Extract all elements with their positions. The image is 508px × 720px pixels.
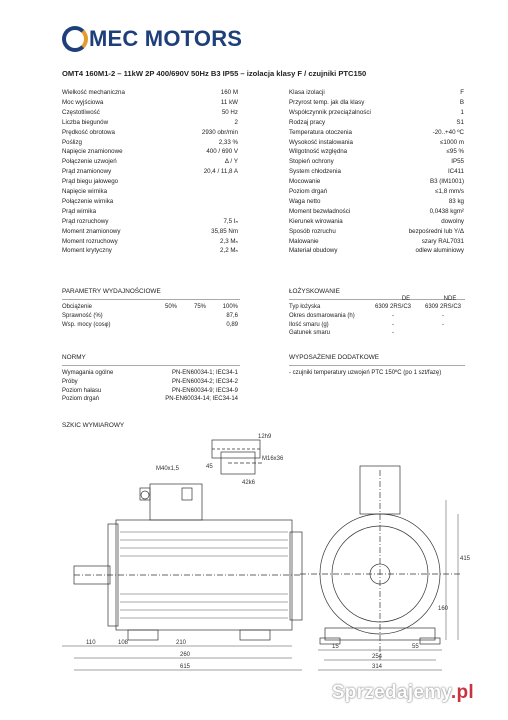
drawing-heading: SZKIC WYMIAROWY [62, 422, 125, 429]
param-value: 0,0438 kgm² [429, 207, 464, 215]
param-label: Połączenie wirnika [62, 197, 114, 205]
dim-m16: M16x36 [262, 456, 284, 462]
param-label: Malowanie [289, 237, 319, 245]
efficiency-label: Wsp. mocy (cosφ) [62, 321, 111, 328]
dim-314: 314 [372, 664, 383, 670]
param-value: Δ / Y [224, 158, 238, 166]
param-value: 2930 obr/min [201, 128, 238, 136]
param-label: Poślizg [62, 138, 82, 146]
param-value: 35,85 Nm [211, 227, 238, 235]
param-label: Klasa izolacji [289, 89, 325, 96]
param-value: dowolny [441, 217, 464, 225]
norm-value: PN-EN60034-2; IEC34-2 [171, 378, 238, 385]
dim-42k6: 42k6 [242, 480, 256, 486]
param-label: Moment krytyczny [62, 247, 112, 255]
efficiency-label: Sprawność (%) [62, 312, 103, 319]
param-value: bezpośredni lub Y/Δ [408, 227, 464, 235]
param-label: System chłodzenia [289, 168, 341, 176]
brand-name: MEC MOTORS [89, 26, 243, 51]
extras-item: - czujniki temperatury uzwojeń PTC 150ºC (po 1 szt/fazę) [289, 370, 442, 376]
dim-254: 254 [372, 654, 383, 660]
norm-label: Próby [62, 378, 78, 385]
param-label: Kierunek wirowania [289, 217, 343, 225]
param-value: odlew aluminiowy [415, 247, 464, 255]
param-label: Mocowanie [289, 178, 321, 186]
param-value: 160 M [220, 89, 238, 96]
param-label: Rodzaj pracy [289, 118, 326, 126]
param-label: Materiał obudowy [289, 247, 338, 255]
bearing-nde: - [442, 321, 444, 328]
param-value: 50 Hz [221, 108, 238, 116]
param-value: B3 (IM1001) [429, 178, 464, 186]
efficiency-heading: PARAMETRY WYDAJNOŚCIOWE [62, 288, 161, 295]
dim-260: 260 [180, 652, 191, 658]
param-label: Prąd biegu jałowego [62, 178, 119, 186]
watermark [332, 682, 474, 704]
param-label: Przyrost temp. jak dla klasy [289, 98, 365, 106]
param-label: Moment bezwładności [289, 207, 351, 215]
param-label: Stopień ochrony [289, 158, 334, 166]
param-label: Prąd wirnika [62, 207, 97, 215]
param-label: Moment rozruchowy [62, 237, 118, 245]
param-label: Wysokość instalowania [289, 138, 353, 146]
dim-160: 160 [438, 606, 449, 612]
param-label: Częstotliwość [62, 108, 100, 116]
norms-heading: NORMY [62, 354, 86, 361]
norm-value: PN-EN60034-1; IEC34-1 [171, 370, 238, 376]
efficiency-100: 0,89 [226, 321, 238, 328]
param-label: Sposób rozruchu [289, 227, 336, 235]
param-value: -20..+40 ºC [432, 128, 464, 136]
bearing-label: Ilość smaru (g) [289, 321, 329, 328]
efficiency-50: 50% [164, 304, 177, 310]
param-value: 2 [234, 118, 238, 126]
param-value: szary RAL7031 [421, 237, 464, 245]
terminal-box [150, 484, 202, 520]
param-value: ≤1000 m [439, 138, 464, 146]
param-label: Napięcie wirnika [62, 188, 108, 195]
efficiency-75: 75% [193, 304, 206, 310]
bearing-label: Typ łożyska [289, 304, 321, 310]
dim-m40: M40x1,5 [156, 466, 180, 472]
param-value: 7,5 Iₙ [223, 217, 238, 225]
param-label: Temperatura otoczenia [289, 128, 352, 136]
bearing-de: - [392, 321, 394, 328]
dim-415: 415 [460, 556, 471, 562]
watermark-suffix: .pl [450, 682, 474, 703]
param-label: Współczynnik przeciążalności [289, 108, 371, 116]
bearing-de: - [392, 330, 394, 337]
bearings-col-de: DE [401, 296, 411, 302]
dim-12h9: 12h9 [258, 434, 272, 440]
dim-110: 110 [86, 640, 96, 646]
param-value: 2,3 Mₙ [220, 237, 238, 245]
efficiency-100: 100% [222, 304, 238, 310]
param-value: IP55 [451, 158, 464, 166]
norm-value: PN-EN60034-14; IEC34-14 [165, 396, 238, 403]
param-label: Prąd rozruchowy [62, 217, 109, 225]
bearing-nde: 6309 2RS/C3 [424, 304, 462, 310]
norm-label: Wymagania ogólne [62, 370, 114, 376]
param-value: ≤1,8 mm/s [435, 188, 464, 195]
param-label: Wilgotność względna [289, 148, 348, 156]
dim-15: 15 [332, 644, 339, 650]
param-value: 20,4 / 11,8 A [203, 168, 238, 176]
bearing-de: - [392, 312, 394, 319]
bearings-col-nde: NDE [443, 296, 457, 302]
param-label: Prąd znamionowy [62, 168, 112, 176]
norm-value: PN-EN60034-9; IEC34-9 [171, 387, 238, 394]
bearings-heading: ŁOŻYSKOWANIE [289, 288, 340, 295]
dim-210: 210 [176, 640, 187, 646]
param-label: Waga netto [289, 197, 321, 205]
param-value: 2,2 Mₙ [220, 247, 238, 255]
norm-label: Poziom drgań [62, 396, 100, 403]
param-value: 11 kW [220, 98, 238, 106]
page-title: OMT4 160M1-2 – 11kW 2P 400/690V 50Hz B3 IP55 – izolacja klasy F / czujniki PTC150 [62, 69, 367, 78]
param-value: 2,33 % [218, 138, 238, 146]
param-label: Moc wyjściowa [62, 98, 104, 106]
param-value: IC411 [447, 168, 464, 176]
extras-heading: WYPOSAŻENIE DODATKOWE [289, 354, 380, 361]
param-label: Wielkość mechaniczna [62, 89, 125, 96]
param-value: S1 [456, 118, 464, 126]
watermark-text: Sprzedajemy [331, 682, 451, 703]
param-label: Liczba biegunów [62, 118, 109, 126]
param-value: 1 [460, 108, 464, 116]
param-value: F [460, 89, 464, 96]
param-label: Moment znamionowy [62, 227, 121, 235]
bearing-label: Gatunek smaru [289, 330, 331, 337]
dim-55: 55 [412, 644, 419, 650]
efficiency-100: 87,6 [226, 312, 238, 319]
param-label: Prędkość obrotowa [62, 128, 115, 136]
param-value: 400 / 690 V [206, 148, 238, 156]
param-label: Poziom drgań [289, 188, 328, 195]
dim-108: 108 [118, 640, 129, 646]
norm-label: Poziom hałasu [62, 387, 102, 394]
param-value: ≤95 % [446, 148, 464, 156]
dim-615: 615 [180, 664, 191, 670]
bearing-label: Okres dosmarowania (h) [289, 312, 355, 319]
param-label: Połączenie uzwojeń [62, 158, 117, 166]
param-value: 83 kg [448, 197, 464, 205]
dim-45: 45 [206, 464, 213, 470]
efficiency-label: Obciążenie [62, 304, 93, 310]
param-value: B [459, 98, 464, 106]
param-label: Napięcie znamionowe [62, 148, 123, 156]
bearing-de: 6309 2RS/C3 [374, 304, 412, 310]
bearing-nde: - [442, 312, 444, 319]
